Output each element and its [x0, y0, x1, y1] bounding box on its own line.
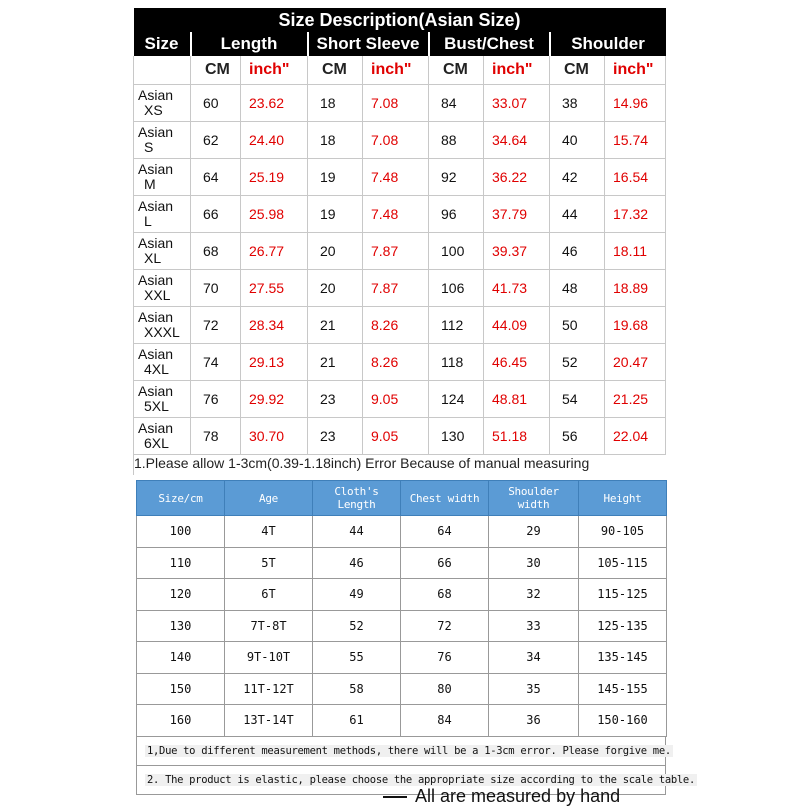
kids-header-chest: Chest width: [401, 481, 489, 516]
kids-row: [137, 547, 667, 579]
kids-cell: 80: [401, 673, 489, 705]
header-short-sleeve: Short Sleeve: [308, 32, 429, 56]
kids-cell: 160: [137, 705, 225, 737]
unit-inch: inch": [484, 56, 550, 85]
size-label-code: 4XL: [144, 361, 169, 377]
inch-value: 51.18: [484, 418, 550, 455]
size-label: [134, 307, 191, 344]
kids-cell: 68: [401, 579, 489, 611]
inch-value: 8.26: [363, 307, 429, 344]
cm-value: 23: [308, 418, 363, 455]
kids-cell: 9T-10T: [225, 642, 313, 674]
kids-size-table: [136, 480, 667, 737]
kids-cell: 7T-8T: [225, 610, 313, 642]
cm-value: 118: [429, 344, 484, 381]
size-label-code: 6XL: [144, 435, 169, 451]
unit-row: [134, 56, 666, 85]
inch-value: 46.45: [484, 344, 550, 381]
kids-cell: 13T-14T: [225, 705, 313, 737]
cm-value: 54: [550, 381, 605, 418]
inch-value: 39.37: [484, 233, 550, 270]
cm-value: 70: [191, 270, 241, 307]
kids-cell: 100: [137, 516, 225, 548]
size-label-region: Asian: [138, 124, 174, 140]
inch-value: 44.09: [484, 307, 550, 344]
cm-value: 92: [429, 159, 484, 196]
cm-value: 20: [308, 270, 363, 307]
kids-cell: 49: [313, 579, 401, 611]
inch-value: 36.22: [484, 159, 550, 196]
kids-cell: 150-160: [579, 705, 667, 737]
kids-header-row: [137, 481, 667, 516]
kids-cell: 44: [313, 516, 401, 548]
size-label-code: XS: [144, 102, 163, 118]
footer-text: All are measured by hand: [415, 786, 621, 806]
cm-value: 21: [308, 344, 363, 381]
inch-value: 23.62: [241, 85, 308, 122]
cm-value: 112: [429, 307, 484, 344]
table-title: Size Description(Asian Size): [134, 8, 666, 32]
size-label: [134, 85, 191, 122]
size-row: [134, 418, 666, 455]
size-label-region: Asian: [138, 346, 174, 362]
inch-value: 29.13: [241, 344, 308, 381]
size-label: [134, 159, 191, 196]
inch-value: 48.81: [484, 381, 550, 418]
cm-value: 19: [308, 159, 363, 196]
size-label-region: Asian: [138, 87, 174, 103]
kids-size-rows: [137, 516, 667, 737]
kids-cell: 61: [313, 705, 401, 737]
size-label: [134, 122, 191, 159]
inch-value: 8.26: [363, 344, 429, 381]
table-title-row: [134, 8, 666, 32]
size-label-code: 5XL: [144, 398, 169, 414]
inch-value: 27.55: [241, 270, 308, 307]
inch-value: 41.73: [484, 270, 550, 307]
kids-cell: 120: [137, 579, 225, 611]
inch-value: 18.11: [605, 233, 666, 270]
kids-row: [137, 642, 667, 674]
inch-value: 9.05: [363, 418, 429, 455]
kids-cell: 4T: [225, 516, 313, 548]
size-label-code: XXXL: [144, 324, 180, 340]
kids-cell: 130: [137, 610, 225, 642]
kids-cell: 140: [137, 642, 225, 674]
size-row: [134, 381, 666, 418]
inch-value: 22.04: [605, 418, 666, 455]
kids-cell: 6T: [225, 579, 313, 611]
size-label: [134, 233, 191, 270]
inch-value: 30.70: [241, 418, 308, 455]
kids-cell: 11T-12T: [225, 673, 313, 705]
unit-inch: inch": [241, 56, 308, 85]
header-bust-chest: Bust/Chest: [429, 32, 550, 56]
unit-blank: [134, 56, 191, 85]
cm-value: 44: [550, 196, 605, 233]
cm-value: 19: [308, 196, 363, 233]
kids-cell: 35: [489, 673, 579, 705]
cm-value: 60: [191, 85, 241, 122]
kids-cell: 34: [489, 642, 579, 674]
inch-value: 25.19: [241, 159, 308, 196]
inch-value: 16.54: [605, 159, 666, 196]
kids-cell: 115-125: [579, 579, 667, 611]
cm-value: 38: [550, 85, 605, 122]
inch-value: 37.79: [484, 196, 550, 233]
kids-cell: 36: [489, 705, 579, 737]
cm-value: 106: [429, 270, 484, 307]
size-label: [134, 418, 191, 455]
inch-value: 7.08: [363, 85, 429, 122]
size-row: [134, 196, 666, 233]
kids-cell: 125-135: [579, 610, 667, 642]
kids-header-size: Size/cm: [137, 481, 225, 516]
kids-cell: 30: [489, 547, 579, 579]
kids-cell: 150: [137, 673, 225, 705]
kids-cell: 72: [401, 610, 489, 642]
size-label-code: L: [144, 213, 152, 229]
unit-inch: inch": [605, 56, 666, 85]
dash-mark: [383, 796, 407, 798]
kids-cell: 84: [401, 705, 489, 737]
unit-cm: CM: [550, 56, 605, 85]
cm-value: 52: [550, 344, 605, 381]
kids-note-2-text: 2. The product is elastic, please choose the appropriate size according to the scale table.: [147, 773, 695, 786]
size-label-code: M: [144, 176, 156, 192]
unit-inch: inch": [363, 56, 429, 85]
inch-value: 29.92: [241, 381, 308, 418]
size-label-code: XL: [144, 250, 162, 266]
cm-value: 62: [191, 122, 241, 159]
kids-header-length: Cloth's Length: [313, 481, 401, 516]
inch-value: 21.25: [605, 381, 666, 418]
kids-cell: 66: [401, 547, 489, 579]
cm-value: 23: [308, 381, 363, 418]
kids-row: [137, 705, 667, 737]
kids-header-height: Height: [579, 481, 667, 516]
cm-value: 96: [429, 196, 484, 233]
size-label-region: Asian: [138, 235, 174, 251]
asian-size-table: [133, 8, 666, 455]
inch-value: 15.74: [605, 122, 666, 159]
inch-value: 9.05: [363, 381, 429, 418]
cm-value: 78: [191, 418, 241, 455]
cm-value: 56: [550, 418, 605, 455]
size-label: [134, 344, 191, 381]
cm-value: 84: [429, 85, 484, 122]
kids-cell: 52: [313, 610, 401, 642]
size-row: [134, 85, 666, 122]
kids-cell: 29: [489, 516, 579, 548]
size-label-region: Asian: [138, 198, 174, 214]
cm-value: 130: [429, 418, 484, 455]
size-label: [134, 196, 191, 233]
inch-value: 7.08: [363, 122, 429, 159]
kids-cell: 32: [489, 579, 579, 611]
size-label-code: S: [144, 139, 154, 155]
size-label-region: Asian: [138, 383, 174, 399]
cm-value: 72: [191, 307, 241, 344]
kids-cell: 76: [401, 642, 489, 674]
cm-value: 74: [191, 344, 241, 381]
size-row: [134, 270, 666, 307]
kids-cell: 58: [313, 673, 401, 705]
inch-value: 14.96: [605, 85, 666, 122]
cm-value: 20: [308, 233, 363, 270]
kids-header-age: Age: [225, 481, 313, 516]
inch-value: 20.47: [605, 344, 666, 381]
kids-note-1-text: 1,Due to different measurement methods, there will be a 1-3cm error. Please forgive me.: [147, 744, 671, 757]
kids-cell: 105-115: [579, 547, 667, 579]
cm-value: 88: [429, 122, 484, 159]
kids-cell: 90-105: [579, 516, 667, 548]
kids-cell: 5T: [225, 547, 313, 579]
size-row: [134, 233, 666, 270]
cm-value: 42: [550, 159, 605, 196]
kids-cell: 135-145: [579, 642, 667, 674]
kids-cell: 110: [137, 547, 225, 579]
cm-value: 100: [429, 233, 484, 270]
header-length: Length: [191, 32, 308, 56]
cm-value: 48: [550, 270, 605, 307]
size-label: [134, 270, 191, 307]
kids-cell: 145-155: [579, 673, 667, 705]
kids-row: [137, 516, 667, 548]
inch-value: 7.87: [363, 233, 429, 270]
cm-value: 124: [429, 381, 484, 418]
asian-size-rows: [134, 85, 666, 455]
header-size: Size: [134, 32, 191, 56]
inch-value: 7.48: [363, 159, 429, 196]
inch-value: 18.89: [605, 270, 666, 307]
inch-value: 33.07: [484, 85, 550, 122]
size-row: [134, 122, 666, 159]
inch-value: 24.40: [241, 122, 308, 159]
unit-cm: CM: [191, 56, 241, 85]
size-row: [134, 307, 666, 344]
cm-value: 21: [308, 307, 363, 344]
inch-value: 19.68: [605, 307, 666, 344]
cm-value: 40: [550, 122, 605, 159]
cm-value: 18: [308, 122, 363, 159]
measurement-note: 1.Please allow 1-3cm(0.39-1.18inch) Error Because of manual measuring: [133, 453, 666, 475]
inch-value: 7.48: [363, 196, 429, 233]
cm-value: 50: [550, 307, 605, 344]
inch-value: 25.98: [241, 196, 308, 233]
kids-cell: 46: [313, 547, 401, 579]
kids-row: [137, 610, 667, 642]
column-header-row: [134, 32, 666, 56]
cm-value: 46: [550, 233, 605, 270]
unit-cm: CM: [308, 56, 363, 85]
size-label-region: Asian: [138, 420, 174, 436]
kids-row: [137, 673, 667, 705]
size-label-region: Asian: [138, 309, 174, 325]
kids-cell: 55: [313, 642, 401, 674]
inch-value: 34.64: [484, 122, 550, 159]
size-row: [134, 344, 666, 381]
size-label-region: Asian: [138, 161, 174, 177]
cm-value: 64: [191, 159, 241, 196]
cm-value: 18: [308, 85, 363, 122]
cm-value: 66: [191, 196, 241, 233]
cm-value: 68: [191, 233, 241, 270]
size-row: [134, 159, 666, 196]
kids-note-1: [136, 737, 671, 766]
size-label-region: Asian: [138, 272, 174, 288]
kids-size-section: [136, 480, 695, 795]
unit-cm: CM: [429, 56, 484, 85]
kids-row: [137, 579, 667, 611]
footer-caption: [383, 786, 620, 807]
header-shoulder: Shoulder: [550, 32, 666, 56]
inch-value: 28.34: [241, 307, 308, 344]
inch-value: 7.87: [363, 270, 429, 307]
size-label: [134, 381, 191, 418]
size-label-code: XXL: [144, 287, 171, 303]
kids-cell: 33: [489, 610, 579, 642]
kids-header-shoulder: Shoulder width: [489, 481, 579, 516]
cm-value: 76: [191, 381, 241, 418]
kids-cell: 64: [401, 516, 489, 548]
inch-value: 26.77: [241, 233, 308, 270]
inch-value: 17.32: [605, 196, 666, 233]
